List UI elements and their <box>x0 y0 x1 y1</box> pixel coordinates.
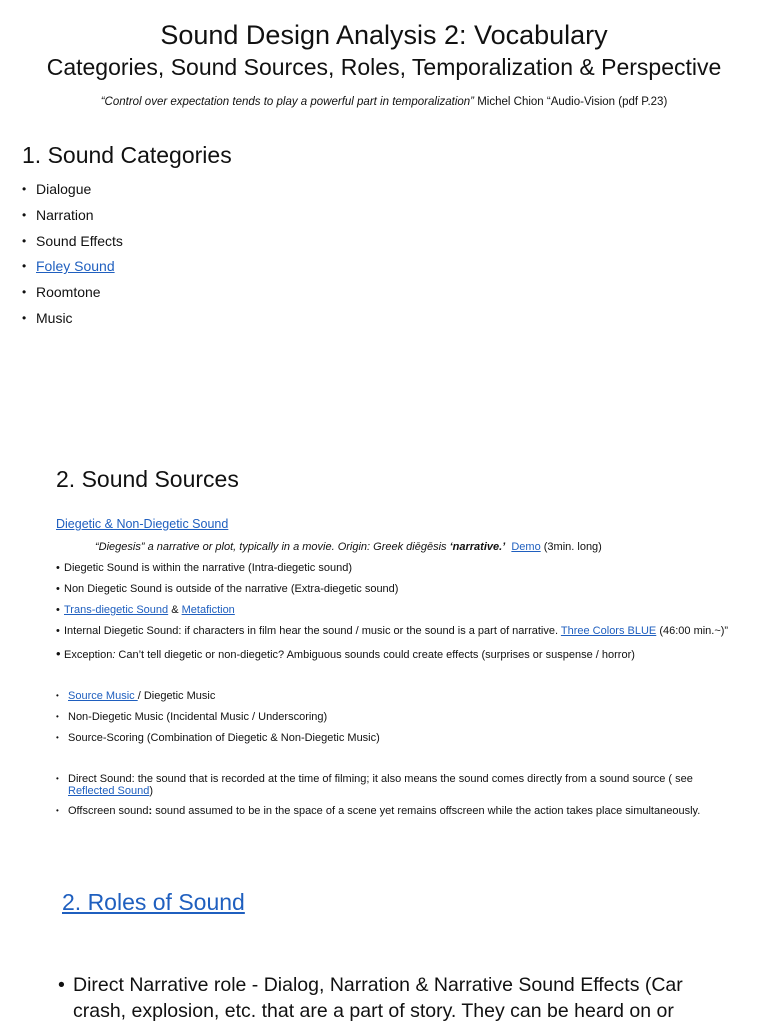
direct-narrative-bullet: • Direct Narrative role - Dialog, Narration & Narrative Sound Effects (Car crash, explosion, etc. that are a part of story. They can be heard on or <box>58 972 738 1024</box>
item-text: sound assumed to be in the space of a scene yet remains offscreen while the action takes place simultaneously. <box>152 805 701 817</box>
diegesis-definition <box>95 540 602 554</box>
source-music-link[interactable]: Source Music <box>68 690 138 702</box>
quote-attribution: Michel Chion “Audio-Vision (pdf P.23) <box>474 96 668 108</box>
trans-diegetic-link[interactable]: Trans-diegetic Sound <box>64 604 169 616</box>
list-item-link <box>22 255 123 281</box>
exception-label: Exception <box>64 649 113 661</box>
exception-colon: : <box>112 649 116 661</box>
exception-text: Can’t tell diegetic or non-diegetic? Ambiguous sounds could create effects (surprises or suspense / horror) <box>115 649 635 661</box>
bullet-text: Direct Narrative role - Dialog, Narration & Narrative Sound Effects (Car crash, explosion, etc. that are a part of story. They can be heard on or <box>73 974 683 1022</box>
bullet-internal-diegetic: • Internal Diegetic Sound: if characters in film hear the sound / music or the sound is a part of narrative. Three Colors BLUE (46:00 min.~)” <box>56 625 729 637</box>
three-colors-blue-link[interactable]: Three Colors BLUE <box>560 625 657 637</box>
item-text: / Diegetic Music <box>137 690 216 702</box>
offscreen-colon: : <box>148 805 153 817</box>
diegesis-def: a narrative or plot, typically in a movie. Origin: Greek diēgēsis <box>144 541 450 553</box>
demo-note: (3min. long) <box>540 541 602 553</box>
reflected-sound-link[interactable]: Reflected Sound <box>68 785 150 797</box>
list-item: • Dialogue <box>22 178 123 204</box>
demo-link[interactable]: Demo <box>511 541 541 553</box>
bullet-diegetic: • Diegetic Sound is within the narrative (Intra-diegetic sound) <box>56 562 352 574</box>
bullet-non-diegetic: • Non Diegetic Sound is outside of the narrative (Extra-diegetic sound) <box>56 583 399 595</box>
epigraph-quote <box>0 96 768 108</box>
list-item: • Direct Sound: the sound that is recorded at the time of filming; it also means the sound comes directly from a sound source ( see Reflected Sound) <box>56 773 693 797</box>
sound-categories-list <box>22 178 123 333</box>
page-subtitle: Categories, Sound Sources, Roles, Temporalization & Perspective <box>46 54 722 80</box>
list-item: • Offscreen sound: sound assumed to be in the space of a scene yet remains offscreen while the action takes place simultaneously. <box>56 805 701 817</box>
metafiction-link[interactable]: Metafiction <box>181 604 235 616</box>
bullet-exception: • Exception: Can’t tell diegetic or non-diegetic? Ambiguous sounds could create effects (surprises or suspense / horror) <box>56 646 635 661</box>
bullet-tail: (46:00 min.~)” <box>656 625 729 637</box>
list-item: • Source Music / Diegetic Music <box>56 690 216 702</box>
item-text: Source-Scoring (Combination of Diegetic & Non-Diegetic Music) <box>68 732 380 744</box>
diegetic-link[interactable]: Diegetic & Non-Diegetic Sound <box>56 517 229 531</box>
offscreen-label: Offscreen sound <box>68 805 149 817</box>
item-close: ) <box>149 785 154 797</box>
diegesis-bold: ‘narrative.’ <box>449 541 506 553</box>
bullet-text: Diegetic Sound is within the narrative (Intra-diegetic sound) <box>64 562 352 574</box>
bullet-text: Internal Diegetic Sound: if characters in film hear the sound / music or the sound is a part of narrative. <box>64 625 561 637</box>
list-item: • Roomtone <box>22 281 123 307</box>
ampersand: & <box>168 604 182 616</box>
list-item: • Sound Effects <box>22 230 123 256</box>
roles-of-sound-heading-link[interactable]: 2. Roles of Sound <box>62 889 245 915</box>
item-text: Non-Diegetic Music (Incidental Music / Underscoring) <box>68 711 328 723</box>
bullet-trans-diegetic: • Trans-diegetic Sound & Metafiction <box>56 604 235 616</box>
page-title: Sound Design Analysis 2: Vocabulary <box>160 20 608 50</box>
section-1-heading: 1. Sound Categories <box>22 142 232 168</box>
list-item: • Narration <box>22 204 123 230</box>
list-item: • Non-Diegetic Music (Incidental Music / Underscoring) <box>56 711 328 723</box>
diegesis-term: “Diegesis” <box>95 541 145 553</box>
foley-sound-link[interactable]: Foley Sound <box>36 258 115 275</box>
section-2-heading: 2. Sound Sources <box>56 466 239 492</box>
bullet-text: Non Diegetic Sound is outside of the narrative (Extra-diegetic sound) <box>64 583 399 595</box>
list-item: • Music <box>22 307 123 333</box>
item-text: Direct Sound: the sound that is recorded at the time of filming; it also means the sound comes directly from a sound source ( see <box>68 773 693 785</box>
list-item: • Source-Scoring (Combination of Diegetic & Non-Diegetic Music) <box>56 732 380 744</box>
quote-text: “Control over expectation tends to play a powerful part in temporalization” <box>100 96 475 108</box>
